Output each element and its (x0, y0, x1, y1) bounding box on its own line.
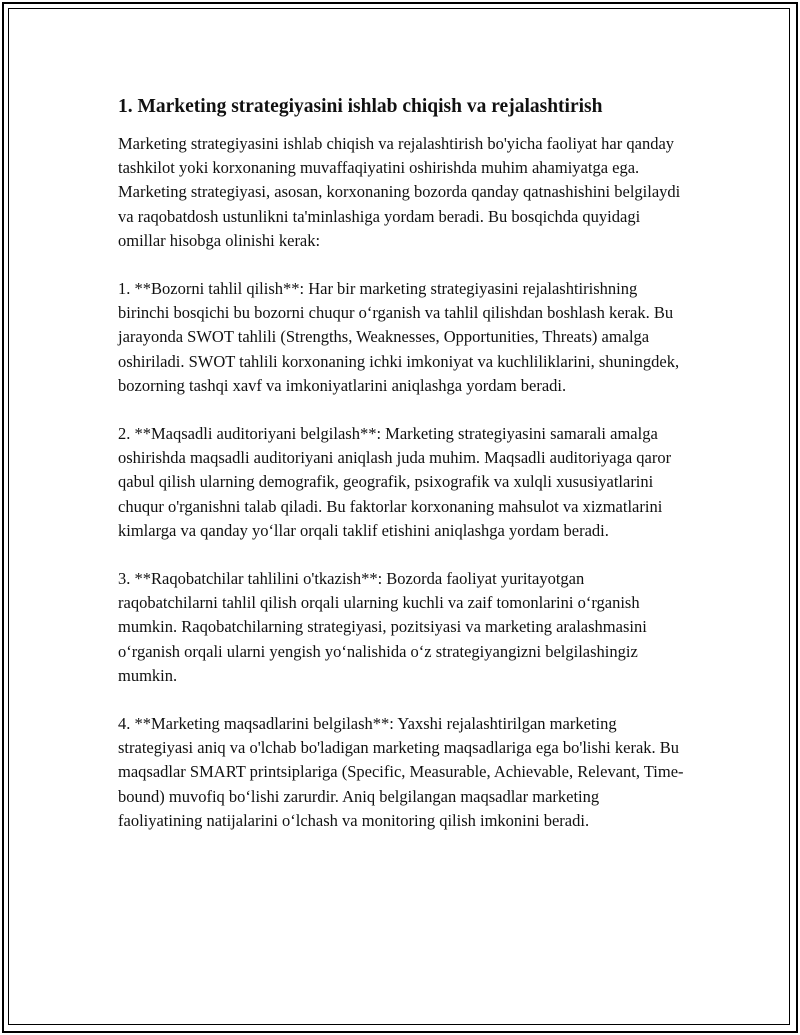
document-body (118, 94, 686, 857)
paragraph-target-audience: 2. **Maqsadli auditoriyani belgilash**: Marketing strategiyasini samarali amalga oshirishda maqsadli auditoriyani aniqlash juda muhim. Maqsadli auditoriyaga qaror qabul qilish ularning demografik, geografik, psixografik va xulqli xususiyatlarini chuqur o'rganishni talab qiladi. Bu faktorlar korxonaning mahsulot va xizmatlarini kimlarga va qanday yoʻllar orqali taklif etishini aniqlashga yordam beradi. (118, 424, 672, 540)
section-heading: 1. Marketing strategiyasini ishlab chiqish va rejalashtirish (118, 96, 603, 117)
intro-paragraph: Marketing strategiyasini ishlab chiqish va rejalashtirish bo'yicha faoliyat har qanday tashkilot yoki korxonaning muvaffaqiyatini oshirishda muhim ahamiyatga ega. Marketing strategiyasi, asosan, korxonaning bozorda qanday qatnashishini belgilaydi va raqobatdosh ustunlikni ta'minlashiga yordam beradi. Bu bosqichda quyidagi omillar hisobga olinishi kerak: (118, 134, 681, 250)
paragraph-competitor-analysis: 3. **Raqobatchilar tahlilini o'tkazish**: Bozorda faoliyat yuritayotgan raqobatchilarni tahlil qilish orqali ularning kuchli va zaif tomonlarini oʻrganish mumkin. Raqobatchilarning strategiyasi, pozitsiyasi va marketing aralashmasini oʻrganish orqali ularni yengish yoʻnalishida oʻz strategiyangizni belgilashingiz mumkin. (118, 569, 647, 685)
paragraph-market-analysis: 1. **Bozorni tahlil qilish**: Har bir marketing strategiyasini rejalashtirishning birinchi bosqichi bu bozorni chuqur oʻrganish va tahlil qilishdan boshlash kerak. Bu jarayonda SWOT tahlili (Strengths, Weaknesses, Opportunities, Threats) amalga oshiriladi. SWOT tahlili korxonaning ichki imkoniyat va kuchliliklarini, shuningdek, bozorning tashqi xavf va imkoniyatlarini aniqlashga yordam beradi. (118, 279, 680, 395)
paragraph-marketing-goals: 4. **Marketing maqsadlarini belgilash**: Yaxshi rejalashtirilgan marketing strategiyasi aniq va o'lchab bo'ladigan marketing maqsadlariga ega bo'lishi kerak. Bu maqsadlar SMART printsiplariga (Specific, Measurable, Achievable, Relevant, Time-bound) muvofiq boʻlishi zarurdir. Aniq belgilangan maqsadlar marketing faoliyatining natijalarini oʻlchash va monitoring qilish imkonini beradi. (118, 714, 684, 830)
